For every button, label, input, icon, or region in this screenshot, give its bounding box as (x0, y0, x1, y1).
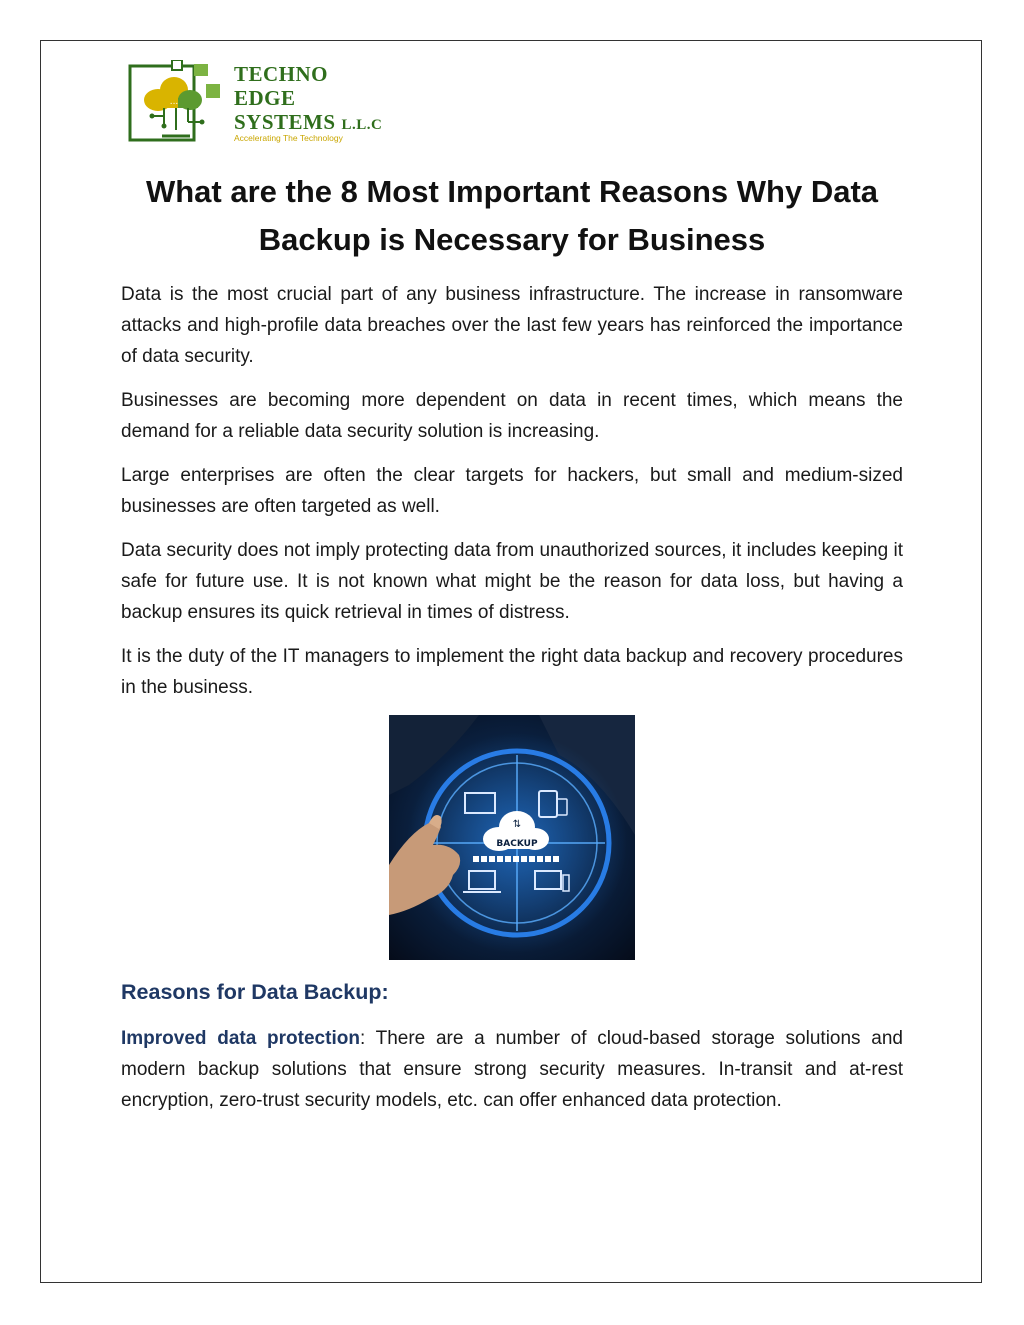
paragraph: Large enterprises are often the clear targets for hackers, but small and medium-sized businesses are often targeted as well. (121, 465, 903, 517)
company-logo (128, 60, 408, 146)
backup-label: BACKUP (496, 839, 538, 849)
logo-tagline: Accelerating The Technology (234, 133, 343, 143)
reason-paragraph (121, 1023, 903, 1116)
page-title: What are the 8 Most Important Reasons Why Data Backup is Necessary for Business (145, 174, 879, 257)
paragraph: Businesses are becoming more dependent on data in recent times, which means the demand for a reliable data security solution is increasing. (121, 390, 903, 442)
reason-text: : There are a number of cloud-based storage solutions and modern backup solutions that ensure strong security measures. In-transit and at-rest encryption, zero-trust security models, etc. can offer enhanced data protection. (121, 1028, 903, 1111)
svg-text:...: ... (169, 97, 179, 107)
progress-blocks (473, 856, 559, 862)
data-backup-illustration (389, 715, 635, 960)
section-title: Reasons for Data Backup: (121, 980, 389, 1004)
reason-term: Improved data protection (121, 1028, 360, 1049)
logo-line-3: SYSTEMS (234, 110, 336, 134)
paragraph: Data security does not imply protecting data from unauthorized sources, it includes keeping it safe for future use. It is not known what might be the reason for data loss, but having a backup ensures its quick retrieval in times of distress. (121, 540, 903, 623)
svg-text:⇅: ⇅ (512, 819, 522, 830)
paragraph: It is the duty of the IT managers to implement the right data backup and recovery procedures in the business. (121, 646, 903, 698)
intro-body (121, 279, 903, 716)
logo-emblem-icon (128, 60, 228, 146)
logo-line-1: TECHNO (234, 62, 329, 86)
logo-line-2: EDGE (234, 86, 296, 110)
logo-suffix: L.L.C (341, 117, 383, 133)
logo-wordmark (234, 62, 382, 137)
paragraph: Data is the most crucial part of any business infrastructure. The increase in ransomware attacks and high-profile data breaches over the last few years has reinforced the importance of data security. (121, 284, 903, 367)
